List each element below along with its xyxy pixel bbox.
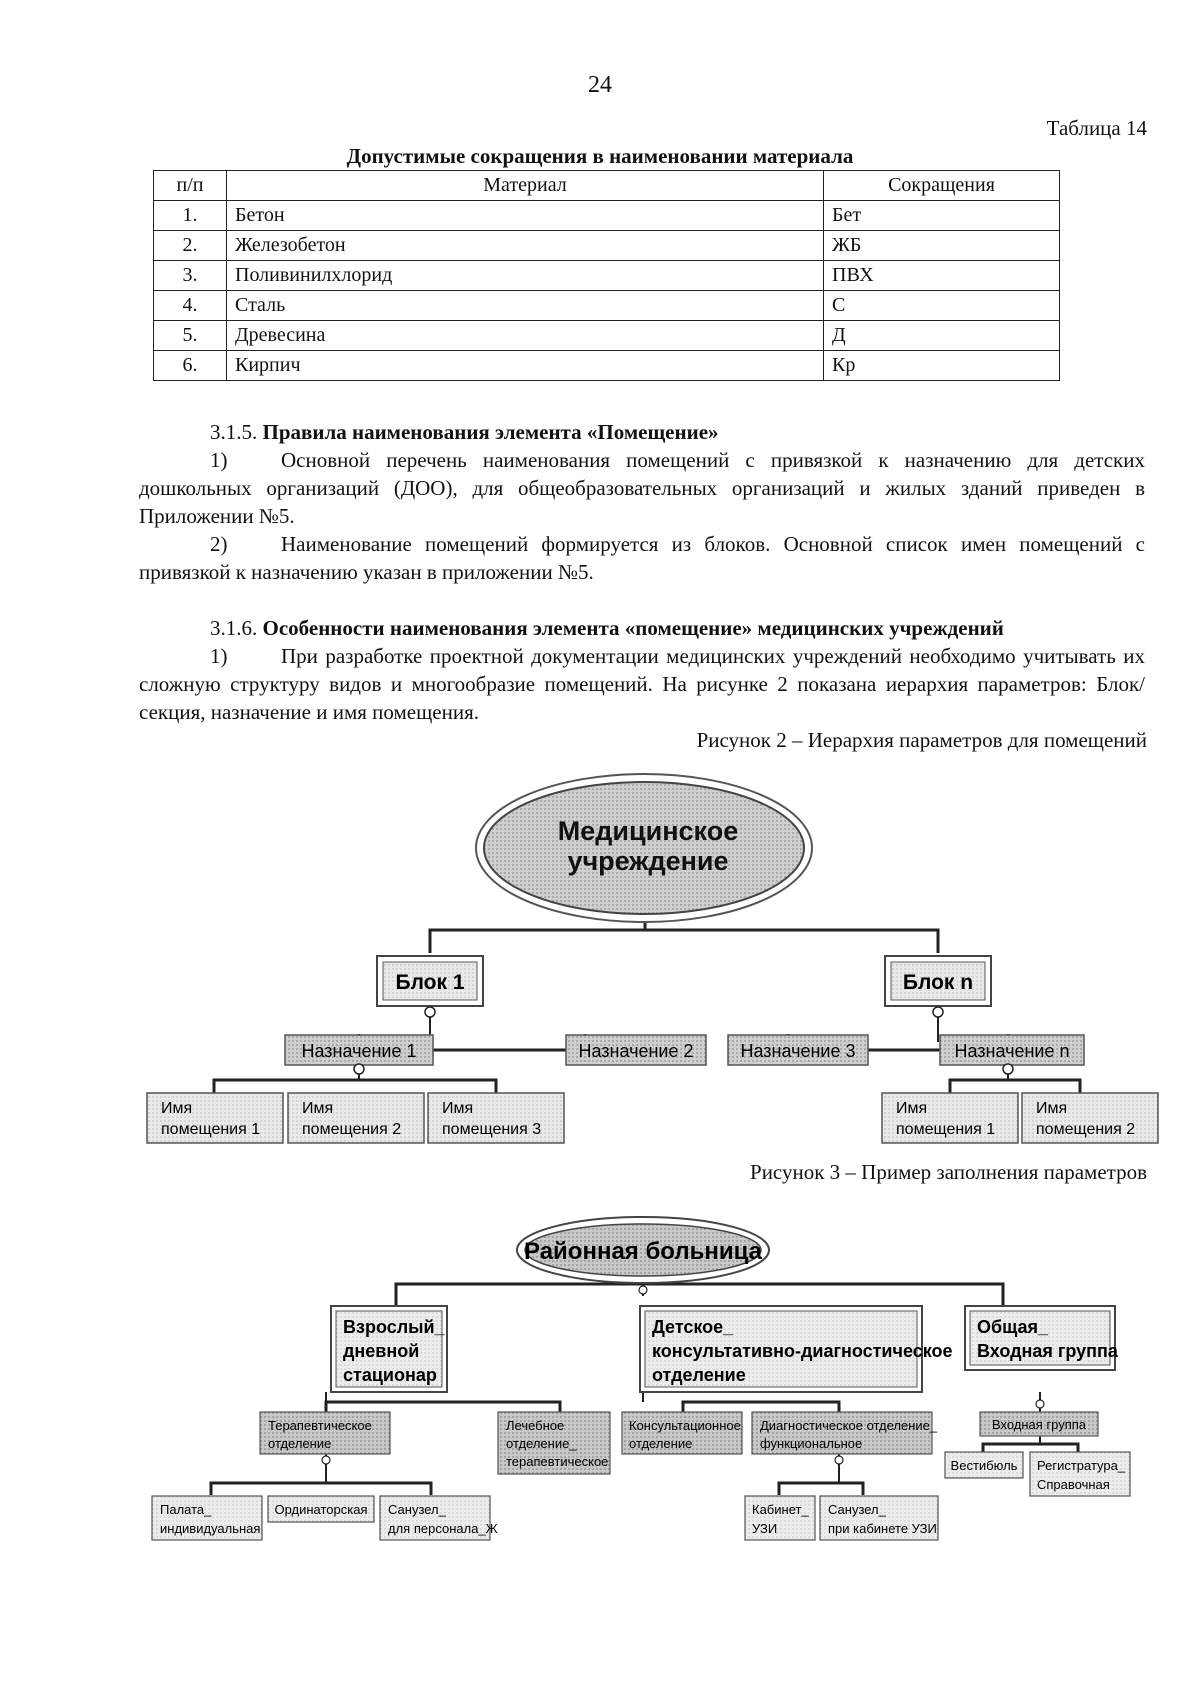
purpose-a2-label-line-1: Лечебное: [506, 1418, 565, 1433]
abbreviation-cell: ПВХ: [824, 261, 1060, 291]
table-row: [154, 261, 1060, 291]
block-n-label: Блок n: [902, 971, 974, 994]
column-header: п/п: [154, 171, 227, 201]
table-label: Таблица 14: [1046, 116, 1147, 140]
abbreviations-table: [153, 170, 1060, 381]
purpose-b1-label-line-2: отделение: [629, 1436, 693, 1451]
block-1-label: Блок 1: [395, 971, 465, 994]
room-a2-label: Ординаторская: [274, 1502, 368, 1517]
page-number: 24: [588, 72, 612, 98]
block-c-label-line-1: Общая_: [977, 1317, 1049, 1337]
section-3-1-5-heading: [139, 418, 1145, 446]
purpose-n-label: Назначение n: [954, 1041, 1070, 1061]
material-cell: Поливинилхлорид: [227, 261, 824, 291]
row-number: 4.: [154, 291, 227, 321]
table-row: [154, 321, 1060, 351]
figure-3-example-diagram: [0, 1200, 1200, 1560]
room-c2-label-line-1: Регистратура_: [1037, 1458, 1126, 1473]
purpose-a2-label-line-3: терапевтическое: [506, 1454, 609, 1469]
table-row: [154, 351, 1060, 381]
room-b2-label-line-2: при кабинете УЗИ: [828, 1521, 937, 1536]
section-number: 3.1.5.: [210, 420, 258, 444]
abbreviation-cell: Д: [824, 321, 1060, 351]
room-2-label-line-1: Имя: [302, 1100, 334, 1117]
purpose-b1-label-line-1: Консультационное: [629, 1418, 741, 1433]
collapse-icon: [1036, 1400, 1044, 1408]
purpose-a2-label-line-2: отделение_: [506, 1436, 577, 1451]
abbreviation-cell: ЖБ: [824, 231, 1060, 261]
row-number: 3.: [154, 261, 227, 291]
section-3-1-6-paragraph-1: [139, 642, 1145, 726]
item-number: 1): [210, 644, 228, 668]
figure-2-caption: Рисунок 2 – Иерархия параметров для помещений: [696, 728, 1147, 752]
section-title: Правила наименования элемента «Помещение»: [262, 420, 719, 444]
block-b-label-line-1: Детское_: [652, 1317, 734, 1337]
room-3-label-line-2: помещения 3: [442, 1121, 542, 1138]
room-n1-label-line-2: помещения 1: [896, 1121, 996, 1138]
purpose-a1-label-line-2: отделение: [268, 1436, 332, 1451]
root-label-line-2: учреждение: [567, 846, 729, 876]
root-label: Районная больница: [524, 1238, 762, 1265]
room-1-label-line-2: помещения 1: [161, 1121, 261, 1138]
material-cell: Бетон: [227, 201, 824, 231]
block-a-label-line-1: Взрослый_: [343, 1317, 445, 1337]
material-cell: Древесина: [227, 321, 824, 351]
room-n1-label-line-1: Имя: [896, 1100, 928, 1117]
room-c2-label-line-2: Справочная: [1037, 1477, 1110, 1492]
block-c-label-line-2: Входная группа: [977, 1341, 1118, 1361]
figure-2-hierarchy-diagram: [0, 760, 1200, 1160]
collapse-icon: [354, 1064, 364, 1074]
purpose-b2-label-line-2: функциональное: [760, 1436, 863, 1451]
column-header: Материал: [227, 171, 824, 201]
table-row: [154, 201, 1060, 231]
room-a1-label-line-2: индивидуальная: [160, 1521, 261, 1536]
collapse-icon: [1003, 1064, 1013, 1074]
section-3-1-5-paragraph-2: [139, 530, 1145, 586]
collapse-icon: [933, 1007, 943, 1017]
room-c1-label: Вестибюль: [950, 1458, 1018, 1473]
root-label-line-1: Медицинское: [557, 816, 739, 846]
table-title: Допустимые сокращения в наименовании материала: [346, 144, 854, 168]
abbreviation-cell: Бет: [824, 201, 1060, 231]
material-cell: Кирпич: [227, 351, 824, 381]
room-b1-label-line-1: Кабинет_: [752, 1502, 809, 1517]
purpose-b2-label-line-1: Диагностическое отделение_: [760, 1418, 938, 1433]
room-b2-label-line-1: Санузел_: [828, 1502, 886, 1517]
collapse-icon: [322, 1456, 330, 1464]
block-b-label-line-3: отделение: [652, 1365, 746, 1385]
room-1-label-line-1: Имя: [161, 1100, 193, 1117]
purpose-1-label: Назначение 1: [301, 1041, 417, 1061]
room-b1-label-line-2: УЗИ: [752, 1521, 778, 1536]
room-a1-label-line-1: Палата_: [160, 1502, 212, 1517]
section-title: Особенности наименования элемента «помещение» медицинских учреждений: [262, 616, 1004, 640]
material-cell: Сталь: [227, 291, 824, 321]
table-header-row: [154, 171, 1060, 201]
block-a-label-line-2: дневной: [343, 1341, 420, 1361]
row-number: 1.: [154, 201, 227, 231]
column-header: Сокращения: [824, 171, 1060, 201]
abbreviation-cell: Кр: [824, 351, 1060, 381]
room-3-label-line-1: Имя: [442, 1100, 474, 1117]
room-n2-label-line-2: помещения 2: [1036, 1121, 1136, 1138]
abbreviation-cell: С: [824, 291, 1060, 321]
purpose-2-label: Назначение 2: [578, 1041, 694, 1061]
section-3-1-6-heading: [139, 614, 1145, 642]
row-number: 5.: [154, 321, 227, 351]
block-b-label-line-2: консультативно-диагностическое: [652, 1341, 953, 1361]
item-number: 2): [210, 532, 228, 556]
purpose-3-label: Назначение 3: [740, 1041, 856, 1061]
collapse-icon: [639, 1286, 647, 1294]
paragraph-text: При разработке проектной документации медицинских учреждений необходимо учитывать их сложную структуру видов и многообразие помещений. На рисунке 2 показана иерархия параметров: Блок/секция, назначение и имя помещения.: [139, 644, 1145, 724]
paragraph-text: Основной перечень наименования помещений с привязкой к назначению для детских дошкольных организаций (ДОО), для общеобразовательных организаций и жилых зданий приведен в Приложении №5.: [139, 448, 1145, 528]
material-cell: Железобетон: [227, 231, 824, 261]
room-a3-label-line-1: Санузел_: [388, 1502, 446, 1517]
room-2-label-line-2: помещения 2: [302, 1121, 402, 1138]
purpose-a1-label-line-1: Терапевтическое: [268, 1418, 372, 1433]
room-a3-label-line-2: для персонала_Ж: [388, 1521, 498, 1536]
room-n2-label-line-1: Имя: [1036, 1100, 1068, 1117]
row-number: 6.: [154, 351, 227, 381]
section-3-1-5-paragraph-1: [139, 446, 1145, 530]
row-number: 2.: [154, 231, 227, 261]
table-row: [154, 291, 1060, 321]
collapse-icon: [425, 1007, 435, 1017]
collapse-icon: [835, 1456, 843, 1464]
item-number: 1): [210, 448, 228, 472]
block-a-label-line-3: стационар: [343, 1365, 437, 1385]
paragraph-text: Наименование помещений формируется из блоков. Основной список имен помещений с привязкой к назначению указан в приложении №5.: [139, 532, 1145, 584]
purpose-c1-label: Входная группа: [991, 1417, 1087, 1432]
section-number: 3.1.6.: [210, 616, 258, 640]
figure-3-caption: Рисунок 3 – Пример заполнения параметров: [750, 1160, 1147, 1184]
table-row: [154, 231, 1060, 261]
